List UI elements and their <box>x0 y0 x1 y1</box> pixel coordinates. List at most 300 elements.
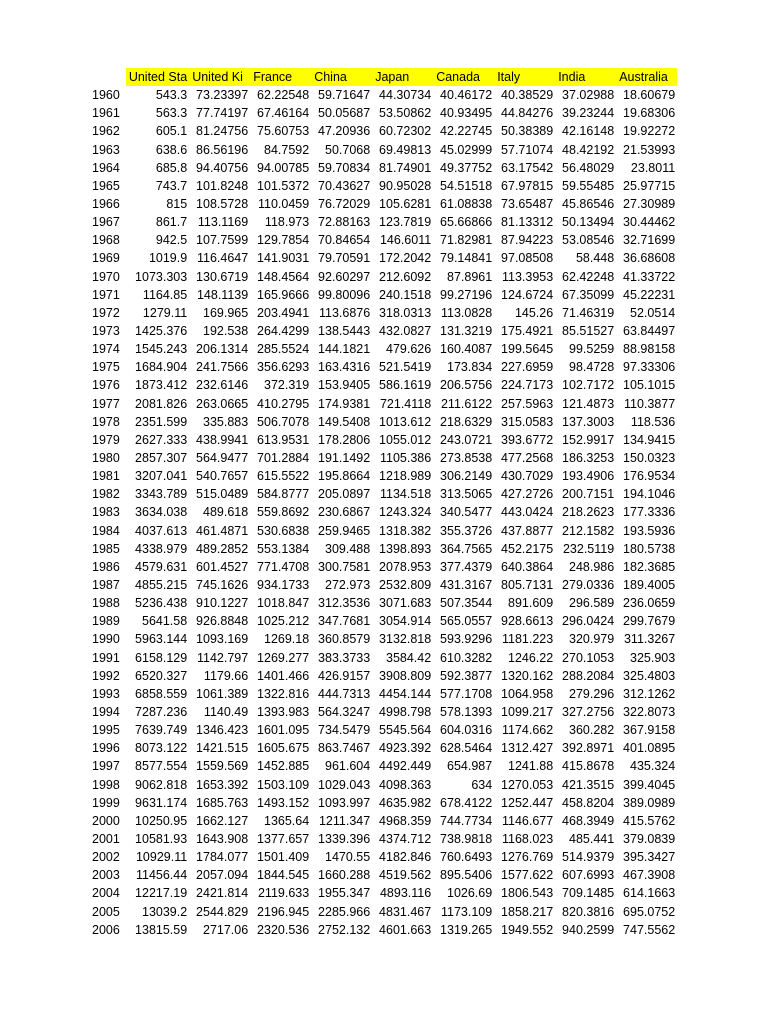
value-cell[interactable]: 2717.06 <box>203 922 249 937</box>
value-cell[interactable]: 1164.85 <box>142 287 188 302</box>
year-cell[interactable]: 2003 <box>92 868 120 883</box>
year-cell[interactable]: 1999 <box>92 795 120 810</box>
value-cell[interactable]: 327.2756 <box>562 704 615 719</box>
column-header[interactable]: France <box>250 68 311 86</box>
value-cell[interactable]: 372.319 <box>264 378 310 393</box>
value-cell[interactable]: 610.3282 <box>440 650 493 665</box>
value-cell[interactable]: 270.1053 <box>562 650 615 665</box>
value-cell[interactable]: 578.1393 <box>440 704 493 719</box>
value-cell[interactable]: 191.1492 <box>318 451 371 466</box>
value-cell[interactable]: 87.8961 <box>447 269 493 284</box>
value-cell[interactable]: 926.8848 <box>196 614 249 629</box>
value-cell[interactable]: 206.1314 <box>196 342 249 357</box>
value-cell[interactable]: 110.3877 <box>623 396 676 411</box>
value-cell[interactable]: 176.9534 <box>623 469 676 484</box>
value-cell[interactable]: 50.13494 <box>562 215 615 230</box>
value-cell[interactable]: 738.9818 <box>440 831 493 846</box>
year-cell[interactable]: 1968 <box>92 233 120 248</box>
value-cell[interactable]: 12217.19 <box>135 886 188 901</box>
year-cell[interactable]: 1991 <box>92 650 120 665</box>
value-cell[interactable]: 1174.662 <box>501 723 554 738</box>
year-cell[interactable]: 2004 <box>92 886 120 901</box>
value-cell[interactable]: 146.6011 <box>379 233 432 248</box>
value-cell[interactable]: 4519.562 <box>379 868 432 883</box>
value-cell[interactable]: 81.13312 <box>501 215 554 230</box>
value-cell[interactable]: 240.1518 <box>379 287 432 302</box>
value-cell[interactable]: 60.72302 <box>379 124 432 139</box>
value-cell[interactable]: 4601.663 <box>379 922 432 937</box>
value-cell[interactable]: 211.6122 <box>440 396 493 411</box>
value-cell[interactable]: 27.30989 <box>623 197 676 212</box>
value-cell[interactable]: 521.5419 <box>379 360 432 375</box>
value-cell[interactable]: 1025.212 <box>257 614 310 629</box>
value-cell[interactable]: 19.92272 <box>623 124 676 139</box>
value-cell[interactable]: 45.86546 <box>562 197 615 212</box>
value-cell[interactable]: 1269.18 <box>264 632 310 647</box>
value-cell[interactable]: 1312.427 <box>501 741 554 756</box>
value-cell[interactable]: 2627.333 <box>135 432 188 447</box>
value-cell[interactable]: 73.65487 <box>501 197 554 212</box>
year-cell[interactable]: 2000 <box>92 813 120 828</box>
value-cell[interactable]: 42.22745 <box>440 124 493 139</box>
value-cell[interactable]: 1784.077 <box>196 850 249 865</box>
value-cell[interactable]: 63.17542 <box>501 160 554 175</box>
value-cell[interactable]: 356.6293 <box>257 360 310 375</box>
value-cell[interactable]: 1146.677 <box>501 813 554 828</box>
value-cell[interactable]: 3207.041 <box>135 469 188 484</box>
value-cell[interactable]: 6520.327 <box>135 668 188 683</box>
column-header[interactable]: Australia <box>616 68 677 86</box>
value-cell[interactable]: 236.0659 <box>623 596 676 611</box>
value-cell[interactable]: 105.6281 <box>379 197 432 212</box>
year-cell[interactable]: 1988 <box>92 596 120 611</box>
value-cell[interactable]: 67.46164 <box>257 106 310 121</box>
value-cell[interactable]: 148.1139 <box>196 287 249 302</box>
value-cell[interactable]: 45.22231 <box>623 287 676 302</box>
value-cell[interactable]: 224.7173 <box>501 378 554 393</box>
value-cell[interactable]: 743.7 <box>155 178 188 193</box>
value-cell[interactable]: 431.3167 <box>440 578 493 592</box>
value-cell[interactable]: 57.71074 <box>501 142 554 157</box>
value-cell[interactable]: 1243.324 <box>379 505 432 520</box>
year-cell[interactable]: 1989 <box>92 614 120 629</box>
value-cell[interactable]: 4855.215 <box>135 578 188 592</box>
value-cell[interactable]: 4098.363 <box>379 777 432 792</box>
value-cell[interactable]: 489.2852 <box>196 541 249 556</box>
value-cell[interactable]: 257.5963 <box>501 396 554 411</box>
value-cell[interactable]: 42.16148 <box>562 124 615 139</box>
value-cell[interactable]: 2351.599 <box>135 414 188 429</box>
value-cell[interactable]: 1398.893 <box>379 541 432 556</box>
value-cell[interactable]: 58.448 <box>575 251 615 266</box>
value-cell[interactable]: 1319.265 <box>440 922 493 937</box>
year-cell[interactable]: 1964 <box>92 160 120 175</box>
year-cell[interactable]: 1975 <box>92 360 120 375</box>
value-cell[interactable]: 315.0583 <box>501 414 554 429</box>
value-cell[interactable]: 489.618 <box>203 505 249 520</box>
value-cell[interactable]: 1322.816 <box>257 686 310 701</box>
value-cell[interactable]: 23.8011 <box>630 160 676 175</box>
value-cell[interactable]: 118.973 <box>264 215 310 230</box>
value-cell[interactable]: 79.70591 <box>318 251 371 266</box>
value-cell[interactable]: 9062.818 <box>135 777 188 792</box>
year-cell[interactable]: 1966 <box>92 197 120 212</box>
value-cell[interactable]: 3908.809 <box>379 668 432 683</box>
value-cell[interactable]: 32.71699 <box>623 233 676 248</box>
year-cell[interactable]: 1965 <box>92 178 120 193</box>
year-cell[interactable]: 2001 <box>92 831 120 846</box>
value-cell[interactable]: 325.4803 <box>623 668 676 683</box>
value-cell[interactable]: 399.4045 <box>623 777 676 792</box>
value-cell[interactable]: 41.33722 <box>623 269 676 284</box>
value-cell[interactable]: 452.2175 <box>501 541 554 556</box>
value-cell[interactable]: 3071.683 <box>379 596 432 611</box>
value-cell[interactable]: 421.3515 <box>562 777 615 792</box>
value-cell[interactable]: 1173.109 <box>440 904 493 919</box>
value-cell[interactable]: 186.3253 <box>562 451 615 466</box>
value-cell[interactable]: 734.5479 <box>318 723 371 738</box>
value-cell[interactable]: 4338.979 <box>135 541 188 556</box>
value-cell[interactable]: 553.1384 <box>257 541 310 556</box>
value-cell[interactable]: 218.6329 <box>440 414 493 429</box>
value-cell[interactable]: 410.2795 <box>257 396 310 411</box>
value-cell[interactable]: 182.3685 <box>623 559 676 574</box>
value-cell[interactable]: 543.3 <box>155 88 188 103</box>
value-cell[interactable]: 347.7681 <box>318 614 371 629</box>
value-cell[interactable]: 685.8 <box>155 160 188 175</box>
value-cell[interactable]: 565.0557 <box>440 614 493 629</box>
value-cell[interactable]: 934.1733 <box>257 578 310 592</box>
value-cell[interactable]: 152.9917 <box>562 432 615 447</box>
year-cell[interactable]: 1984 <box>92 523 120 538</box>
value-cell[interactable]: 415.8678 <box>562 759 615 774</box>
year-cell[interactable]: 1970 <box>92 269 120 284</box>
value-cell[interactable]: 169.965 <box>203 305 249 320</box>
value-cell[interactable]: 296.0424 <box>562 614 615 629</box>
value-cell[interactable]: 322.8073 <box>623 704 676 719</box>
value-cell[interactable]: 145.26 <box>514 305 554 320</box>
value-cell[interactable]: 1013.612 <box>379 414 432 429</box>
year-cell[interactable]: 1994 <box>92 704 120 719</box>
value-cell[interactable]: 1643.908 <box>196 831 249 846</box>
value-cell[interactable]: 113.1169 <box>197 215 249 230</box>
value-cell[interactable]: 3054.914 <box>379 614 432 629</box>
value-cell[interactable]: 325.903 <box>630 650 676 665</box>
value-cell[interactable]: 479.626 <box>386 342 432 357</box>
column-header[interactable]: India <box>555 68 616 86</box>
value-cell[interactable]: 1577.622 <box>501 868 554 883</box>
value-cell[interactable]: 178.2806 <box>318 432 371 447</box>
year-cell[interactable]: 2005 <box>92 904 120 919</box>
value-cell[interactable]: 1503.109 <box>257 777 310 792</box>
value-cell[interactable]: 306.2149 <box>440 469 493 484</box>
value-cell[interactable]: 107.7599 <box>196 233 249 248</box>
value-cell[interactable]: 563.3 <box>155 106 188 121</box>
value-cell[interactable]: 1093.997 <box>318 795 371 810</box>
value-cell[interactable]: 861.7 <box>155 215 188 230</box>
value-cell[interactable]: 243.0721 <box>440 432 493 447</box>
value-cell[interactable]: 137.3003 <box>562 414 615 429</box>
value-cell[interactable]: 940.2599 <box>562 922 615 937</box>
value-cell[interactable]: 110.0459 <box>257 197 310 212</box>
value-cell[interactable]: 39.23244 <box>562 106 615 121</box>
year-cell[interactable]: 1986 <box>92 559 120 574</box>
value-cell[interactable]: 63.84497 <box>623 324 676 339</box>
value-cell[interactable]: 1685.763 <box>196 795 249 810</box>
value-cell[interactable]: 232.6146 <box>196 378 249 393</box>
value-cell[interactable]: 99.80096 <box>318 287 371 302</box>
value-cell[interactable]: 81.74901 <box>379 160 432 175</box>
value-cell[interactable]: 2857.307 <box>135 451 188 466</box>
year-cell[interactable]: 1972 <box>92 305 120 320</box>
value-cell[interactable]: 1061.389 <box>196 686 249 701</box>
value-cell[interactable]: 1601.095 <box>257 723 310 738</box>
value-cell[interactable]: 62.42248 <box>562 269 615 284</box>
value-cell[interactable]: 1270.053 <box>501 777 554 792</box>
value-cell[interactable]: 30.44462 <box>623 215 676 230</box>
value-cell[interactable]: 299.7679 <box>623 614 676 629</box>
value-cell[interactable]: 241.7566 <box>196 360 249 375</box>
value-cell[interactable]: 232.5119 <box>562 541 615 556</box>
value-cell[interactable]: 4492.449 <box>379 759 432 774</box>
value-cell[interactable]: 4037.613 <box>135 523 188 538</box>
value-cell[interactable]: 264.4299 <box>257 324 310 339</box>
value-cell[interactable]: 1241.88 <box>508 759 554 774</box>
value-cell[interactable]: 189.4005 <box>623 578 676 592</box>
value-cell[interactable]: 40.93495 <box>440 106 493 121</box>
value-cell[interactable]: 101.5372 <box>257 178 310 193</box>
value-cell[interactable]: 101.8248 <box>196 178 249 193</box>
value-cell[interactable]: 121.4873 <box>562 396 615 411</box>
value-cell[interactable]: 1276.769 <box>501 850 554 865</box>
value-cell[interactable]: 432.0827 <box>379 324 432 339</box>
value-cell[interactable]: 175.4921 <box>501 324 554 339</box>
value-cell[interactable]: 37.02988 <box>562 88 615 103</box>
value-cell[interactable]: 99.27196 <box>440 287 493 302</box>
value-cell[interactable]: 177.3336 <box>623 505 676 520</box>
value-cell[interactable]: 613.9531 <box>257 432 310 447</box>
value-cell[interactable]: 116.4647 <box>196 251 249 266</box>
value-cell[interactable]: 604.0316 <box>440 723 493 738</box>
value-cell[interactable]: 2119.633 <box>257 886 310 901</box>
value-cell[interactable]: 1055.012 <box>379 432 432 447</box>
value-cell[interactable]: 194.1046 <box>623 487 676 502</box>
value-cell[interactable]: 180.5738 <box>623 541 676 556</box>
value-cell[interactable]: 437.8877 <box>501 523 554 538</box>
value-cell[interactable]: 1452.885 <box>257 759 310 774</box>
value-cell[interactable]: 744.7734 <box>440 813 493 828</box>
value-cell[interactable]: 5236.438 <box>135 596 188 611</box>
value-cell[interactable]: 592.3877 <box>440 668 493 683</box>
value-cell[interactable]: 709.1485 <box>562 886 615 901</box>
value-cell[interactable]: 1026.69 <box>447 886 493 901</box>
value-cell[interactable]: 150.0323 <box>623 451 676 466</box>
value-cell[interactable]: 1018.847 <box>257 596 310 611</box>
value-cell[interactable]: 468.3949 <box>562 813 615 828</box>
value-cell[interactable]: 163.4316 <box>318 360 371 375</box>
value-cell[interactable]: 118.536 <box>630 414 676 429</box>
value-cell[interactable]: 367.9158 <box>623 723 676 738</box>
value-cell[interactable]: 1318.382 <box>379 523 432 538</box>
value-cell[interactable]: 2752.132 <box>318 922 371 937</box>
value-cell[interactable]: 805.7131 <box>501 578 554 592</box>
value-cell[interactable]: 84.7592 <box>264 142 310 157</box>
value-cell[interactable]: 272.973 <box>325 578 371 592</box>
value-cell[interactable]: 1218.989 <box>379 469 432 484</box>
value-cell[interactable]: 760.6493 <box>440 850 493 865</box>
column-header[interactable]: Italy <box>494 68 555 86</box>
value-cell[interactable]: 640.3864 <box>501 559 554 574</box>
value-cell[interactable]: 21.53993 <box>623 142 676 157</box>
year-cell[interactable]: 1969 <box>92 251 120 266</box>
value-cell[interactable]: 430.7029 <box>501 469 554 484</box>
value-cell[interactable]: 1844.545 <box>257 868 310 883</box>
value-cell[interactable]: 3584.42 <box>386 650 432 665</box>
value-cell[interactable]: 577.1708 <box>440 686 493 701</box>
value-cell[interactable]: 1662.127 <box>196 813 249 828</box>
value-cell[interactable]: 36.68608 <box>623 251 676 266</box>
value-cell[interactable]: 444.7313 <box>318 686 371 701</box>
value-cell[interactable]: 13815.59 <box>135 922 188 937</box>
value-cell[interactable]: 360.282 <box>569 723 615 738</box>
year-cell[interactable]: 1978 <box>92 414 120 429</box>
value-cell[interactable]: 113.3953 <box>501 269 554 284</box>
corner-cell[interactable] <box>90 68 126 86</box>
year-cell[interactable]: 1967 <box>92 215 120 230</box>
value-cell[interactable]: 47.20936 <box>318 124 371 139</box>
value-cell[interactable]: 8577.554 <box>135 759 188 774</box>
column-header[interactable]: United Sta <box>126 68 189 86</box>
value-cell[interactable]: 193.5936 <box>623 523 676 538</box>
year-cell[interactable]: 1990 <box>92 632 120 647</box>
value-cell[interactable]: 615.5522 <box>257 469 310 484</box>
value-cell[interactable]: 1501.409 <box>257 850 310 865</box>
value-cell[interactable]: 605.1 <box>155 124 188 139</box>
value-cell[interactable]: 279.0336 <box>562 578 615 592</box>
value-cell[interactable]: 815 <box>166 197 188 212</box>
value-cell[interactable]: 44.30734 <box>379 88 432 103</box>
value-cell[interactable]: 1425.376 <box>135 324 188 339</box>
value-cell[interactable]: 53.50862 <box>379 106 432 121</box>
value-cell[interactable]: 1545.243 <box>135 342 188 357</box>
value-cell[interactable]: 75.60753 <box>257 124 310 139</box>
value-cell[interactable]: 1346.423 <box>196 723 249 738</box>
value-cell[interactable]: 1858.217 <box>501 904 554 919</box>
value-cell[interactable]: 138.5443 <box>318 324 371 339</box>
value-cell[interactable]: 1377.657 <box>257 831 310 846</box>
value-cell[interactable]: 1134.518 <box>379 487 432 502</box>
value-cell[interactable]: 312.1262 <box>623 686 676 701</box>
value-cell[interactable]: 1093.169 <box>196 632 249 647</box>
value-cell[interactable]: 1365.64 <box>264 813 310 828</box>
value-cell[interactable]: 1181.223 <box>501 632 554 647</box>
value-cell[interactable]: 67.97815 <box>501 178 554 193</box>
value-cell[interactable]: 73.23397 <box>196 88 249 103</box>
value-cell[interactable]: 76.72029 <box>318 197 371 212</box>
year-cell[interactable]: 1996 <box>92 741 120 756</box>
value-cell[interactable]: 259.9465 <box>318 523 371 538</box>
value-cell[interactable]: 1246.22 <box>508 650 554 665</box>
value-cell[interactable]: 54.51518 <box>440 178 493 193</box>
value-cell[interactable]: 90.95028 <box>379 178 432 193</box>
value-cell[interactable]: 52.0514 <box>630 305 676 320</box>
value-cell[interactable]: 124.6724 <box>501 287 554 302</box>
value-cell[interactable]: 4182.846 <box>379 850 432 865</box>
value-cell[interactable]: 4893.116 <box>379 886 432 901</box>
value-cell[interactable]: 4579.631 <box>135 559 188 574</box>
year-cell[interactable]: 1963 <box>92 142 120 157</box>
value-cell[interactable]: 86.56196 <box>196 142 249 157</box>
value-cell[interactable]: 199.5645 <box>501 342 554 357</box>
value-cell[interactable]: 467.3908 <box>623 868 676 883</box>
value-cell[interactable]: 98.4728 <box>569 360 615 375</box>
value-cell[interactable]: 364.7565 <box>440 541 493 556</box>
value-cell[interactable]: 1211.347 <box>318 813 371 828</box>
value-cell[interactable]: 130.6719 <box>196 269 249 284</box>
year-cell[interactable]: 1987 <box>92 578 120 592</box>
value-cell[interactable]: 701.2884 <box>257 451 310 466</box>
value-cell[interactable]: 1279.11 <box>142 305 188 320</box>
value-cell[interactable]: 165.9666 <box>257 287 310 302</box>
value-cell[interactable]: 607.6993 <box>562 868 615 883</box>
value-cell[interactable]: 67.35099 <box>562 287 615 302</box>
value-cell[interactable]: 721.4118 <box>379 396 432 411</box>
value-cell[interactable]: 59.70834 <box>318 160 371 175</box>
value-cell[interactable]: 1339.396 <box>318 831 371 846</box>
value-cell[interactable]: 192.538 <box>203 324 249 339</box>
value-cell[interactable]: 507.3544 <box>440 596 493 611</box>
value-cell[interactable]: 415.5762 <box>623 813 676 828</box>
value-cell[interactable]: 1949.552 <box>501 922 554 937</box>
value-cell[interactable]: 355.3726 <box>440 523 493 538</box>
value-cell[interactable]: 678.4122 <box>440 795 493 810</box>
value-cell[interactable]: 113.6876 <box>318 305 371 320</box>
column-header[interactable]: United Ki <box>189 68 250 86</box>
year-cell[interactable]: 1993 <box>92 686 120 701</box>
value-cell[interactable]: 9631.174 <box>135 795 188 810</box>
value-cell[interactable]: 10929.11 <box>135 850 188 865</box>
value-cell[interactable]: 863.7467 <box>318 741 371 756</box>
value-cell[interactable]: 485.441 <box>569 831 615 846</box>
value-cell[interactable]: 212.1582 <box>562 523 615 538</box>
value-cell[interactable]: 1684.904 <box>135 360 188 375</box>
year-cell[interactable]: 1998 <box>92 777 120 792</box>
value-cell[interactable]: 206.5756 <box>440 378 493 393</box>
value-cell[interactable]: 193.4906 <box>562 469 615 484</box>
value-cell[interactable]: 392.8971 <box>562 741 615 756</box>
value-cell[interactable]: 203.4941 <box>257 305 310 320</box>
value-cell[interactable]: 1140.49 <box>203 704 249 719</box>
value-cell[interactable]: 891.609 <box>508 596 554 611</box>
value-cell[interactable]: 1019.9 <box>148 251 188 266</box>
value-cell[interactable]: 10581.93 <box>135 831 188 846</box>
value-cell[interactable]: 1168.023 <box>501 831 554 846</box>
value-cell[interactable]: 212.6092 <box>379 269 432 284</box>
value-cell[interactable]: 771.4708 <box>257 559 310 574</box>
value-cell[interactable]: 123.7819 <box>379 215 432 230</box>
value-cell[interactable]: 134.9415 <box>623 432 676 447</box>
value-cell[interactable]: 288.2084 <box>562 668 615 683</box>
value-cell[interactable]: 1605.675 <box>257 741 310 756</box>
value-cell[interactable]: 62.22548 <box>257 88 310 103</box>
value-cell[interactable]: 11456.44 <box>135 868 188 883</box>
value-cell[interactable]: 4374.712 <box>379 831 432 846</box>
value-cell[interactable]: 1653.392 <box>196 777 249 792</box>
value-cell[interactable]: 50.05687 <box>318 106 371 121</box>
year-cell[interactable]: 1961 <box>92 106 120 121</box>
value-cell[interactable]: 85.51527 <box>562 324 615 339</box>
value-cell[interactable]: 1393.983 <box>257 704 310 719</box>
